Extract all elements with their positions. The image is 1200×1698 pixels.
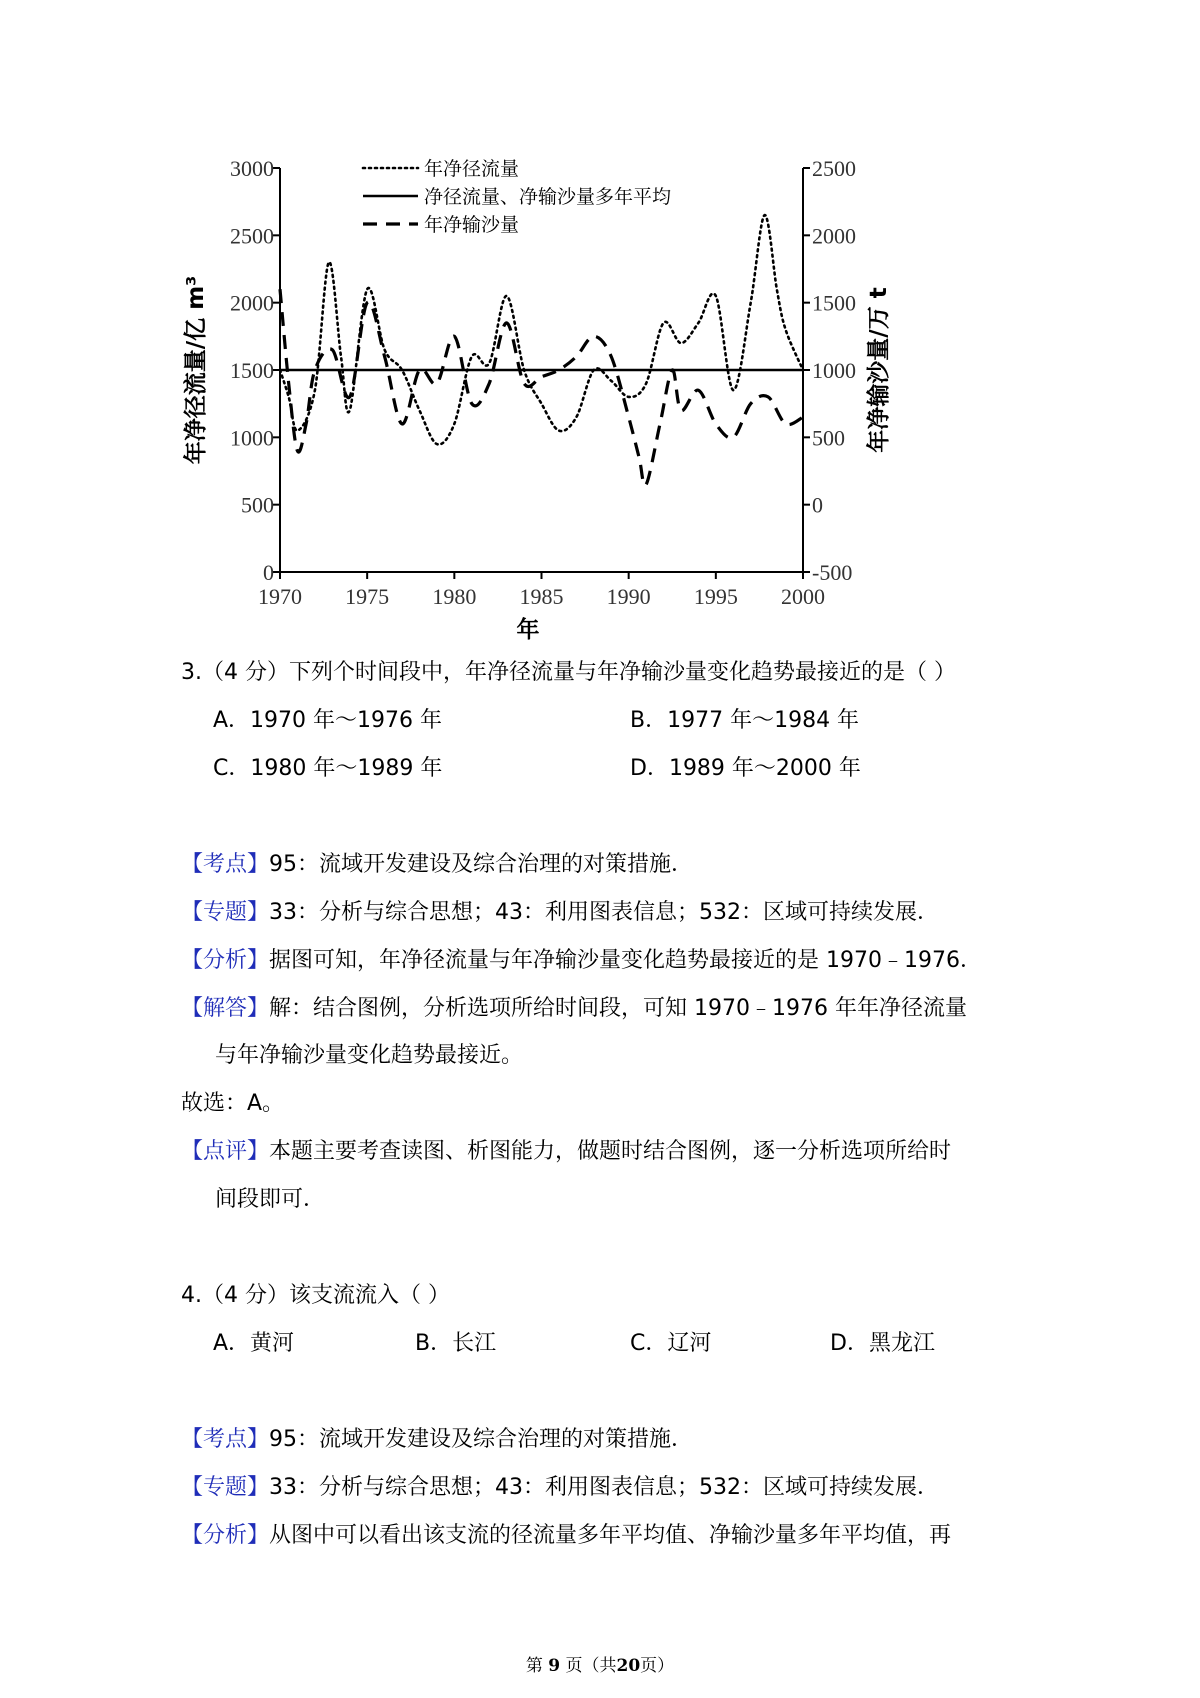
q3-option-a: A．1970 年～1976 年 (213, 708, 443, 733)
q3-option-d: D．1989 年～2000 年 (630, 756, 861, 781)
q3-dianping: 【点评】本题主要考查读图、析图能力，做题时结合图例，逐一分析选项所给时 (181, 1139, 952, 1164)
q4-fenxi: 【分析】从图中可以看出该支流的径流量多年平均值、净输沙量多年平均值，再 (181, 1523, 952, 1548)
left-tick-label: 2000 (230, 290, 274, 316)
runoff-sediment-chart (0, 0, 1200, 660)
chart-series (280, 215, 803, 485)
left-tick-label: 3000 (230, 156, 274, 181)
legend-label: 年净径流量 (424, 158, 520, 180)
q3-zhuanti: 【专题】33：分析与综合思想；43：利用图表信息；532：区域可持续发展． (181, 900, 939, 925)
page-footer: 第 9 页（共20页） (525, 1656, 675, 1676)
left-axis-label: 年净径流量/亿 m³ (183, 275, 209, 465)
q4-option-b: B．长江 (415, 1331, 497, 1356)
left-tick-label: 1000 (230, 425, 274, 451)
q4-option-a: A．黄河 (213, 1331, 295, 1356)
q3-option-b: B．1977 年～1984 年 (630, 708, 860, 733)
q4-kaodian: 【考点】95：流域开发建设及综合治理的对策措施． (181, 1427, 694, 1452)
page-total: 20 (616, 1656, 641, 1676)
right-tick-label: -500 (812, 560, 853, 585)
jieda-tag: 【解答】 (181, 996, 270, 1021)
q3-kaodian: 【考点】95：流域开发建设及综合治理的对策措施． (181, 852, 694, 877)
right-tick-label: 2500 (812, 156, 856, 181)
left-tick-label: 500 (241, 492, 274, 518)
left-tick-label: 0 (263, 560, 274, 585)
chart-legend (363, 158, 671, 236)
left-tick-label: 1500 (230, 358, 274, 383)
dianping-tag: 【点评】 (181, 1139, 270, 1164)
x-axis-label: 年 (516, 617, 540, 643)
q4-stem: 4.（4 分）该支流流入（ ） (181, 1283, 450, 1308)
x-tick-label: 1995 (693, 584, 738, 609)
page-number: 9 (548, 1656, 561, 1676)
kaodian-tag: 【考点】 (181, 1427, 270, 1452)
x-tick-label: 1980 (432, 584, 477, 609)
x-tick-label: 2000 (781, 584, 825, 609)
legend-label: 净径流量、净输沙量多年平均 (424, 186, 672, 208)
q3-fenxi: 【分析】据图可知，年净径流量与年净输沙量变化趋势最接近的是 1970﹣1976． (181, 948, 982, 973)
right-tick-label: 500 (812, 425, 845, 451)
q4-option-d: D．黑龙江 (830, 1331, 935, 1356)
x-tick-label: 1970 (258, 584, 302, 609)
right-tick-label: 0 (812, 492, 823, 518)
q4-zhuanti: 【专题】33：分析与综合思想；43：利用图表信息；532：区域可持续发展． (181, 1475, 939, 1500)
kaodian-tag: 【考点】 (181, 852, 270, 877)
right-tick-label: 2000 (812, 223, 856, 249)
right-axis-label: 年净输沙量/万 t (866, 287, 892, 453)
right-tick-label: 1000 (812, 358, 856, 383)
right-tick-label: 1500 (812, 290, 856, 316)
q3-dianping-cont: 间段即可． (215, 1187, 326, 1212)
x-tick-label: 1990 (606, 584, 651, 609)
zhuanti-tag: 【专题】 (181, 900, 270, 925)
fenxi-tag: 【分析】 (181, 948, 270, 973)
x-tick-label: 1975 (345, 584, 390, 609)
x-tick-label: 1985 (519, 584, 564, 609)
q3-jieda-cont: 与年净输沙量变化趋势最接近。 (215, 1043, 524, 1068)
zhuanti-tag: 【专题】 (181, 1475, 270, 1500)
series-line-3 (280, 289, 803, 485)
left-tick-label: 2500 (230, 223, 274, 249)
q3-jieda: 【解答】解：结合图例，分析选项所给时间段，可知 1970﹣1976 年年净径流量 (181, 996, 967, 1021)
fenxi-tag: 【分析】 (181, 1523, 270, 1548)
q3-guxuan: 故选：A。 (181, 1091, 285, 1116)
legend-label: 年净输沙量 (424, 214, 520, 236)
q3-option-c: C．1980 年～1989 年 (213, 756, 443, 781)
q4-option-c: C．辽河 (630, 1331, 712, 1356)
series-line-1 (280, 215, 803, 444)
q3-stem: 3.（4 分）下列个时间段中，年净径流量与年净输沙量变化趋势最接近的是（ ） (181, 660, 956, 685)
